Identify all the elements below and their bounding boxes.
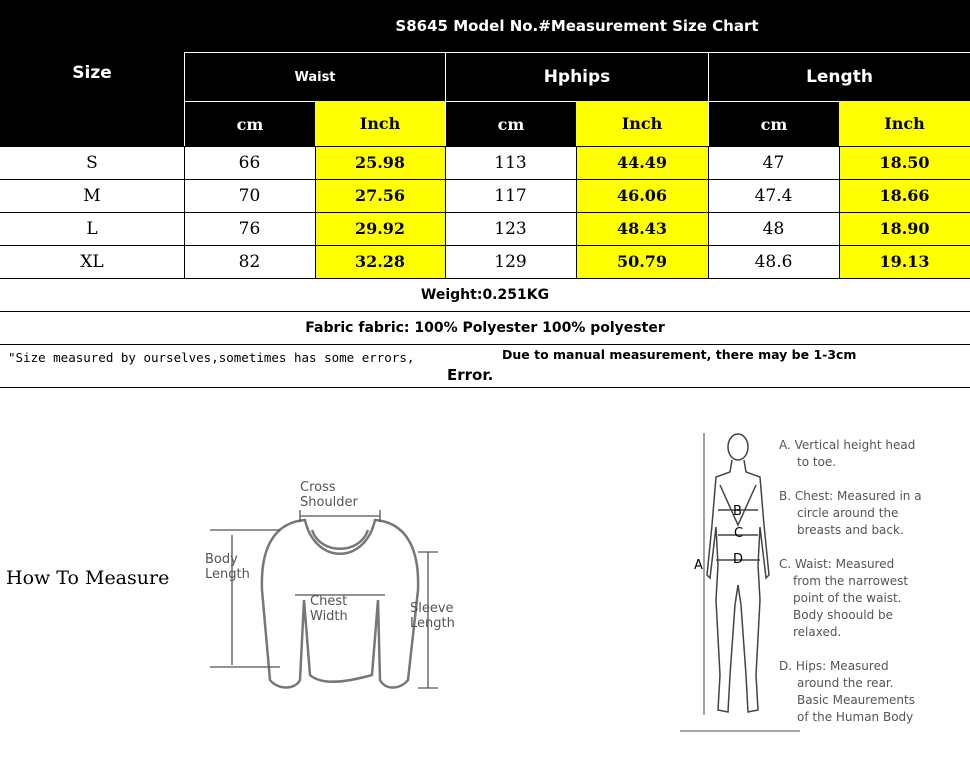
how-to-measure-label: How To Measure <box>6 567 170 589</box>
sleeve-length-label: Sleeve <box>410 601 454 616</box>
legend-item-b <box>779 488 922 539</box>
size-header: Size <box>0 0 184 146</box>
waist-cm-cell: 70 <box>184 179 315 212</box>
body-label-a: A <box>694 558 703 573</box>
note-right: Due to manual measurement, there may be 1-3cm <box>502 347 857 362</box>
hips-cm-cell: 123 <box>445 212 576 245</box>
body-label-d: D <box>733 552 744 567</box>
hips-inch-cell: 48.43 <box>576 212 708 245</box>
hips-header: Hphips <box>445 52 708 101</box>
waist-inch-cell: 32.28 <box>315 245 445 278</box>
divider <box>0 179 970 180</box>
chest-width-label: Width <box>310 609 348 624</box>
divider <box>0 212 970 213</box>
length-inch-cell: 18.50 <box>839 146 970 179</box>
divider <box>445 146 446 278</box>
length-cm-cell: 47.4 <box>708 179 839 212</box>
legend-line: from the narrowest <box>793 574 909 588</box>
waist-cm-cell: 66 <box>184 146 315 179</box>
divider <box>0 344 970 345</box>
body-length-label: Body <box>205 552 238 567</box>
length-cm-cell: 48 <box>708 212 839 245</box>
waist-cm-cell: 76 <box>184 212 315 245</box>
legend-item-d <box>779 658 922 726</box>
length-cm-cell: 48.6 <box>708 245 839 278</box>
note-left: "Size measured by ourselves,sometimes has some errors, <box>8 350 415 365</box>
legend-line: C. Waist: Measured <box>779 557 895 571</box>
length-inch-header: Inch <box>839 101 970 146</box>
row-size: L <box>0 212 184 245</box>
waist-inch-header: Inch <box>315 101 445 146</box>
length-inch-cell: 19.13 <box>839 245 970 278</box>
length-inch-cell: 18.66 <box>839 179 970 212</box>
measurement-legend <box>779 437 922 726</box>
legend-line: B. Chest: Measured in a <box>779 489 922 503</box>
hips-inch-header: Inch <box>576 101 708 146</box>
legend-line: breasts and back. <box>797 523 904 537</box>
divider <box>184 146 185 278</box>
legend-item-c <box>779 556 922 641</box>
divider <box>0 146 970 147</box>
chart-title: S8645 Model No.#Measurement Size Chart <box>184 0 970 52</box>
legend-line: point of the waist. <box>793 591 902 605</box>
waist-inch-cell: 29.92 <box>315 212 445 245</box>
waist-inch-cell: 25.98 <box>315 146 445 179</box>
legend-line: relaxed. <box>793 625 842 639</box>
hips-inch-cell: 46.06 <box>576 179 708 212</box>
sleeve-length-label: Length <box>410 616 455 631</box>
garment-diagram <box>200 470 470 700</box>
row-size: S <box>0 146 184 179</box>
row-size: XL <box>0 245 184 278</box>
divider <box>0 245 970 246</box>
length-header: Length <box>708 52 970 101</box>
divider <box>576 146 577 278</box>
body-label-b: B <box>733 504 742 519</box>
divider <box>0 387 970 388</box>
fabric-row: Fabric fabric: 100% Polyester 100% polyester <box>0 312 970 344</box>
legend-line: D. Hips: Measured <box>779 659 889 673</box>
hips-cm-cell: 117 <box>445 179 576 212</box>
length-cm-header: cm <box>708 101 839 146</box>
legend-line: circle around the <box>797 506 899 520</box>
hips-cm-cell: 113 <box>445 146 576 179</box>
cross-shoulder-label: Shoulder <box>300 495 358 510</box>
legend-line: Body shoould be <box>793 608 894 622</box>
row-size: M <box>0 179 184 212</box>
note-error: Error. <box>447 366 494 384</box>
legend-line: Basic Meaurements <box>797 693 915 707</box>
cross-shoulder-label: Cross <box>300 480 336 495</box>
weight-row: Weight:0.251KG <box>0 279 970 311</box>
divider <box>315 146 316 278</box>
divider <box>708 146 709 278</box>
body-length-label: Length <box>205 567 250 582</box>
body-label-c: C <box>734 526 744 541</box>
waist-inch-cell: 27.56 <box>315 179 445 212</box>
divider <box>839 146 840 278</box>
legend-line: of the Human Body <box>797 710 914 724</box>
chest-width-label: Chest <box>310 594 348 609</box>
waist-cm-header: cm <box>184 101 315 146</box>
legend-item-a <box>779 437 922 471</box>
hips-inch-cell: 44.49 <box>576 146 708 179</box>
hips-inch-cell: 50.79 <box>576 245 708 278</box>
length-inch-cell: 18.90 <box>839 212 970 245</box>
waist-cm-cell: 82 <box>184 245 315 278</box>
hips-cm-cell: 129 <box>445 245 576 278</box>
hips-cm-header: cm <box>445 101 576 146</box>
legend-line: to toe. <box>797 455 837 469</box>
length-cm-cell: 47 <box>708 146 839 179</box>
legend-line: A. Vertical height head <box>779 438 916 452</box>
waist-header: Waist <box>184 52 445 101</box>
legend-line: around the rear. <box>797 676 894 690</box>
